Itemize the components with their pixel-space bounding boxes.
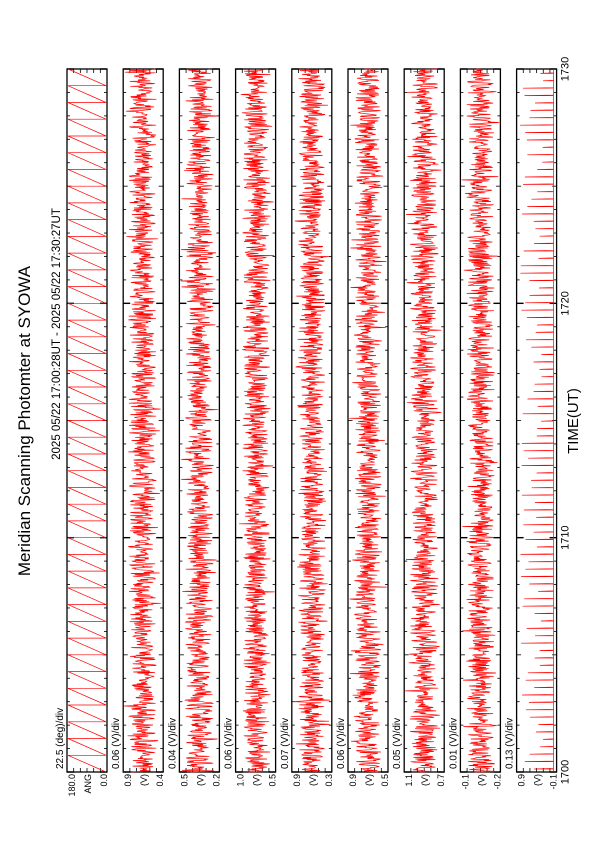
- panel-trace: [405, 69, 441, 772]
- panel-ylabel: (V): [139, 774, 150, 786]
- panel-9: [505, 69, 559, 790]
- panel-ylabel: (V): [532, 774, 543, 786]
- panel-trace: [349, 69, 387, 772]
- panel-ytick-top: 0.9: [516, 774, 527, 787]
- panel-ytick-bottom: 0.2: [211, 774, 222, 787]
- panel-scale-label: 0.07 (V)/div: [279, 717, 291, 769]
- panel-trace: [124, 69, 161, 772]
- panel-ytick-top: 0.9: [123, 774, 134, 787]
- panel-ytick-top: 1.1: [404, 774, 415, 787]
- panel-ylabel: (V): [307, 774, 318, 786]
- panel-trace: [68, 69, 106, 772]
- panel-ytick-bottom: 0.0: [99, 774, 109, 787]
- panel-scale-label: 0.06 (V)/div: [223, 717, 235, 769]
- x-tick-label: 1720: [559, 291, 572, 316]
- panel-ylabel: (V): [476, 774, 487, 786]
- chart-subtitle: 2025 05/22 17:00:28UT - 2025 05/22 17:30:27UT: [51, 208, 63, 460]
- panel-4: [224, 69, 278, 787]
- panel-trace: [293, 69, 330, 772]
- panel-scale-label: 0.06 (V)/div: [336, 717, 347, 769]
- x-tick-label: 1710: [559, 525, 572, 550]
- panel-ylabel: (V): [420, 774, 431, 786]
- panel-scale-label: 0.06 (V)/div: [111, 717, 123, 769]
- panel-ytick-top: -0.1: [460, 774, 471, 790]
- panel-ylabel: (V): [364, 774, 374, 786]
- panel-trace: [520, 69, 554, 772]
- rotated-plot-area: [15, 57, 582, 797]
- panel-scale-label: 0.05 (V)/div: [392, 717, 404, 769]
- panel-scale-label: 0.04 (V)/div: [167, 717, 179, 769]
- panel-ylabel: (V): [251, 774, 262, 786]
- panel-scale-label: 22.5 (deg)/div: [55, 707, 66, 769]
- chart-title: Meridian Scanning Photomter at SYOWA: [15, 265, 34, 577]
- panel-frame: [460, 69, 500, 772]
- panel-trace: [181, 69, 218, 772]
- panel-7: [392, 69, 446, 787]
- panel-scale-label: 0.01 (V)/div: [448, 717, 460, 769]
- panel-ytick-top: 0.9: [291, 774, 302, 787]
- panel-ytick-top: 1.0: [235, 774, 246, 787]
- panel-ytick-bottom: 0.4: [155, 774, 166, 787]
- panel-ylabel: (V): [195, 774, 206, 786]
- panel-ytick-bottom: 0.5: [267, 774, 278, 787]
- panel-ytick-top: 0.5: [179, 774, 190, 787]
- panel-ytick-bottom: 0.7: [436, 774, 447, 787]
- x-tick-label: 1700: [559, 759, 572, 785]
- panel-ylabel: ANG: [83, 774, 93, 794]
- panel-ytick-bottom: -0.2: [492, 774, 503, 790]
- panel-ytick-bottom: 0.5: [380, 774, 390, 787]
- panel-2: [111, 69, 165, 787]
- panel-trace: [239, 69, 275, 772]
- panel-ytick-top: 180.0: [67, 774, 77, 797]
- panel-8: [448, 69, 502, 790]
- x-axis-label: TIME(UT): [565, 388, 582, 454]
- panel-scale-label: 0.13 (V)/div: [504, 717, 516, 769]
- panels: [55, 69, 559, 797]
- panel-3: [167, 69, 221, 787]
- panel-5: [280, 69, 334, 787]
- panel-ytick-bottom: -0.1: [548, 774, 559, 790]
- x-tick-label: 1730: [559, 56, 572, 82]
- panel-6: [336, 69, 390, 787]
- panel-trace: [462, 69, 500, 772]
- panel-ytick-bottom: 0.3: [323, 774, 334, 787]
- panel-1: [55, 69, 109, 797]
- panel-ytick-top: 0.9: [348, 774, 358, 787]
